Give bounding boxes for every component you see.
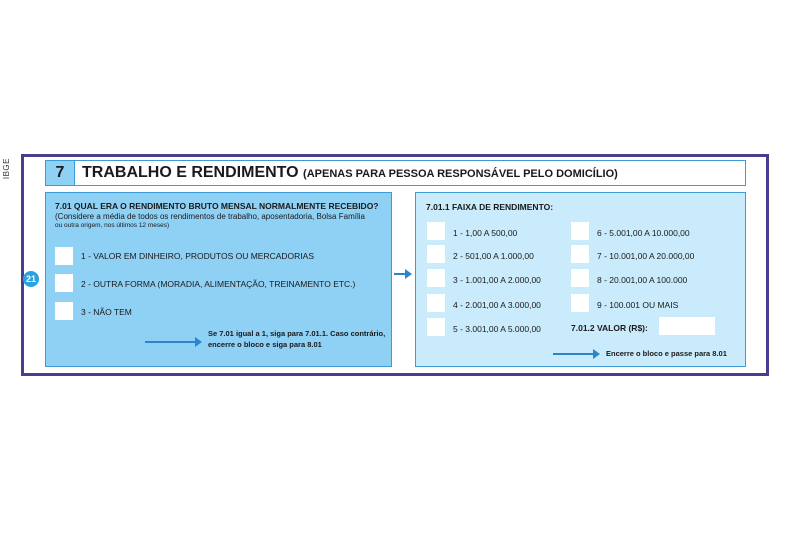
range-9-label: 9 - 100.001 OU MAIS: [597, 300, 679, 310]
range-6-label: 6 - 5.001,00 A 10.000,00: [597, 228, 690, 238]
range-5-checkbox[interactable]: [427, 318, 445, 336]
range-5-label: 5 - 3.001,00 A 5.000,00: [453, 324, 541, 334]
range-8-label: 8 - 20.001,00 A 100.000: [597, 275, 688, 285]
range-2-label: 2 - 501,00 A 1.000,00: [453, 251, 534, 261]
range-1-label: 1 - 1,00 A 500,00: [453, 228, 518, 238]
question-7011-title: 7.01.1 FAIXA DE RENDIMENTO:: [426, 202, 554, 212]
instruction-line-2: encerre o bloco e siga para 8.01: [208, 340, 322, 349]
question-701-note: (Considere a média de todos os rendimentos de trabalho, aposentadoria, Bolsa Família: [55, 212, 365, 221]
arrow-right-icon: [553, 353, 598, 355]
option-701-1-checkbox[interactable]: [55, 247, 73, 265]
question-701-instruction: [208, 328, 385, 350]
section-number: 7: [46, 161, 75, 185]
option-701-2-checkbox[interactable]: [55, 274, 73, 292]
instruction-line-1: Se 7.01 igual a 1, siga para 7.01.1. Caso contrário,: [208, 329, 386, 338]
valor-label: 7.01.2 VALOR (R$):: [571, 323, 648, 333]
question-7011-instruction: Encerre o bloco e passe para 8.01: [606, 349, 727, 358]
section-header: [45, 160, 746, 186]
connector-arrow-icon: [394, 273, 410, 275]
range-3-checkbox[interactable]: [427, 269, 445, 287]
option-701-1-label: 1 - VALOR EM DINHEIRO, PRODUTOS OU MERCADORIAS: [81, 251, 314, 261]
range-7-checkbox[interactable]: [571, 245, 589, 263]
range-4-checkbox[interactable]: [427, 294, 445, 312]
section-subtitle: (APENAS PARA PESSOA RESPONSÁVEL PELO DOMICÍLIO): [303, 168, 618, 180]
range-4-label: 4 - 2.001,00 A 3.000,00: [453, 300, 541, 310]
range-8-checkbox[interactable]: [571, 269, 589, 287]
ibge-side-label: IBGE: [2, 158, 11, 180]
range-7-label: 7 - 10.001,00 A 20.000,00: [597, 251, 695, 261]
option-701-2-label: 2 - OUTRA FORMA (MORADIA, ALIMENTAÇÃO, TREINAMENTO ETC.): [81, 279, 356, 289]
range-1-checkbox[interactable]: [427, 222, 445, 240]
section-title: [82, 164, 618, 182]
arrow-right-icon: [145, 341, 200, 343]
question-701-note-2: ou outra origem, nos últimos 12 meses): [55, 222, 170, 229]
range-6-checkbox[interactable]: [571, 222, 589, 240]
question-701-title: 7.01 QUAL ERA O RENDIMENTO BRUTO MENSAL NORMALMENTE RECEBIDO?: [55, 201, 379, 211]
range-3-label: 3 - 1.001,00 A 2.000,00: [453, 275, 541, 285]
page-marker-bubble: 21: [23, 271, 39, 287]
range-9-checkbox[interactable]: [571, 294, 589, 312]
section-title-main: TRABALHO E RENDIMENTO: [82, 164, 299, 181]
range-2-checkbox[interactable]: [427, 245, 445, 263]
option-701-3-checkbox[interactable]: [55, 302, 73, 320]
option-701-3-label: 3 - NÃO TEM: [81, 307, 132, 317]
valor-input[interactable]: [659, 317, 715, 335]
